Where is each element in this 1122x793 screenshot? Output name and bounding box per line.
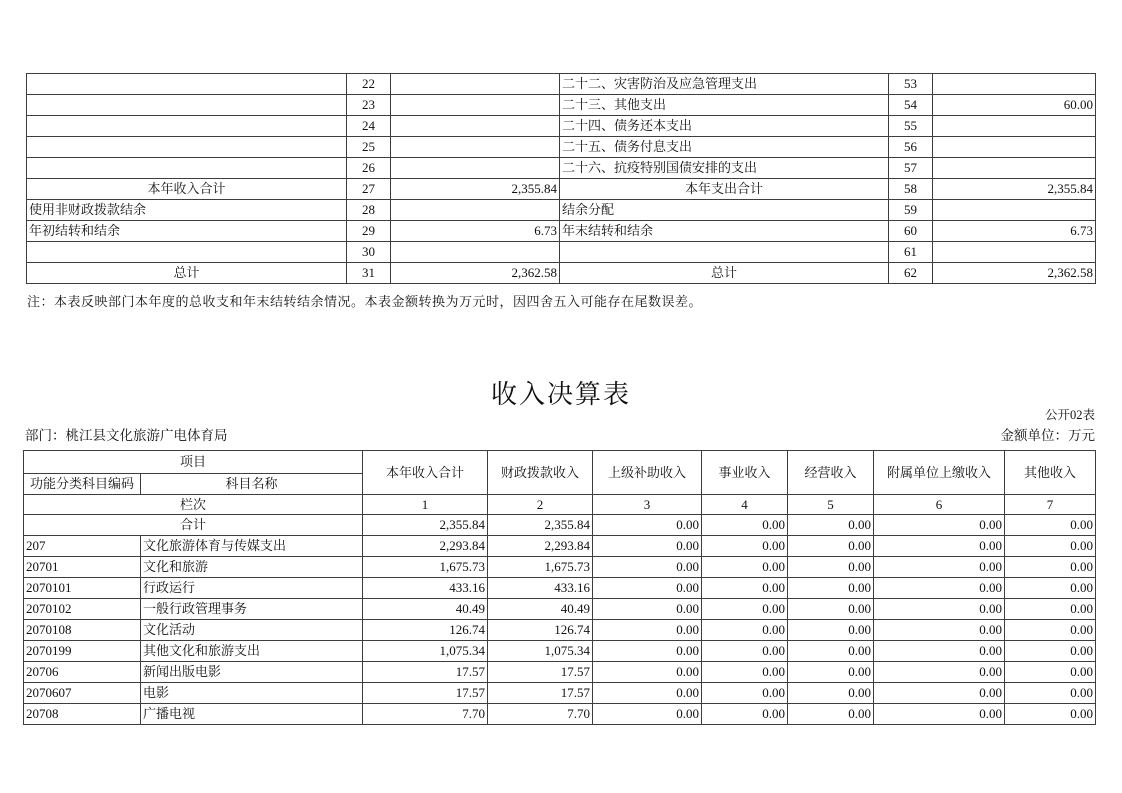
income-amount: 433.16 (488, 578, 593, 599)
income-amount: 0.00 (702, 662, 788, 683)
summary-left-amount (391, 137, 560, 158)
income-table-body (24, 515, 1096, 725)
summary-left-label: 本年收入合计 (27, 179, 347, 200)
summary-right-amount (933, 116, 1096, 137)
header-col-num: 6 (874, 495, 1005, 515)
income-row-code: 207 (24, 536, 141, 557)
income-row-name: 合计 (24, 515, 363, 536)
page-title: 收入决算表 (490, 380, 631, 409)
income-amount: 0.00 (593, 662, 702, 683)
income-amount: 0.00 (788, 683, 874, 704)
summary-right-label: 二十六、抗疫特别国债安排的支出 (560, 158, 889, 179)
summary-left-line-number: 27 (347, 179, 391, 200)
summary-right-line-number: 58 (889, 179, 933, 200)
income-row (24, 641, 1096, 662)
income-row-name: 其他文化和旅游支出 (141, 641, 363, 662)
income-amount: 0.00 (1005, 641, 1096, 662)
income-amount: 0.00 (593, 515, 702, 536)
income-table-header (24, 451, 1096, 515)
summary-right-line-number: 61 (889, 242, 933, 263)
income-amount: 0.00 (593, 557, 702, 578)
summary-right-label: 总计 (560, 263, 889, 284)
income-amount: 0.00 (874, 641, 1005, 662)
summary-right-label: 二十五、债务付息支出 (560, 137, 889, 158)
summary-left-label: 年初结转和结余 (27, 221, 347, 242)
summary-left-amount (391, 200, 560, 221)
income-amount: 0.00 (874, 557, 1005, 578)
summary-left-line-number: 25 (347, 137, 391, 158)
summary-left-line-number: 30 (347, 242, 391, 263)
income-row-name: 文化活动 (141, 620, 363, 641)
summary-row (27, 242, 1096, 263)
summary-row (27, 221, 1096, 242)
summary-right-amount (933, 242, 1096, 263)
income-amount: 0.00 (874, 620, 1005, 641)
income-amount: 0.00 (788, 578, 874, 599)
summary-left-label (27, 242, 347, 263)
income-row-code: 2070199 (24, 641, 141, 662)
summary-right-line-number: 55 (889, 116, 933, 137)
income-amount: 433.16 (363, 578, 488, 599)
income-row-code: 20706 (24, 662, 141, 683)
income-amount: 0.00 (593, 599, 702, 620)
header-col-other-income: 其他收入 (1005, 451, 1096, 495)
income-amount: 0.00 (1005, 599, 1096, 620)
income-amount: 1,075.34 (363, 641, 488, 662)
income-amount: 0.00 (702, 704, 788, 725)
income-table (23, 450, 1096, 725)
income-amount: 0.00 (1005, 536, 1096, 557)
table-note: 注：本表反映部门本年度的总收支和年末结转结余情况。本表金额转换为万元时，因四舍五入可能存在尾数误差。 (27, 294, 703, 309)
department-label: 部门：桃江县文化旅游广电体育局 (25, 428, 228, 443)
header-lanci: 栏次 (24, 495, 363, 515)
income-row-name: 一般行政管理事务 (141, 599, 363, 620)
income-row (24, 704, 1096, 725)
header-col-fiscal-grant: 财政拨款收入 (488, 451, 593, 495)
income-amount: 0.00 (788, 641, 874, 662)
income-amount: 1,675.73 (488, 557, 593, 578)
summary-left-line-number: 28 (347, 200, 391, 221)
summary-left-amount (391, 116, 560, 137)
summary-right-amount (933, 158, 1096, 179)
income-row (24, 536, 1096, 557)
summary-right-amount (933, 74, 1096, 95)
summary-row (27, 263, 1096, 284)
income-row (24, 599, 1096, 620)
income-amount: 0.00 (702, 536, 788, 557)
summary-left-line-number: 24 (347, 116, 391, 137)
income-row-name: 广播电视 (141, 704, 363, 725)
income-amount: 0.00 (874, 536, 1005, 557)
header-col-num: 3 (593, 495, 702, 515)
unit-label: 金额单位：万元 (1000, 428, 1095, 443)
summary-right-line-number: 57 (889, 158, 933, 179)
income-row-name: 电影 (141, 683, 363, 704)
income-row-name: 文化和旅游 (141, 557, 363, 578)
income-amount: 0.00 (788, 704, 874, 725)
summary-right-line-number: 54 (889, 95, 933, 116)
header-col-superior-subsidy: 上级补助收入 (593, 451, 702, 495)
summary-right-line-number: 53 (889, 74, 933, 95)
summary-left-line-number: 29 (347, 221, 391, 242)
income-amount: 0.00 (1005, 515, 1096, 536)
header-col-affiliate-remit: 附属单位上缴收入 (874, 451, 1005, 495)
income-amount: 0.00 (593, 641, 702, 662)
summary-row (27, 200, 1096, 221)
income-amount: 0.00 (702, 620, 788, 641)
income-amount: 0.00 (702, 578, 788, 599)
income-header-row-1 (24, 451, 1096, 474)
summary-right-label: 二十三、其他支出 (560, 95, 889, 116)
header-col-business-income: 经营收入 (788, 451, 874, 495)
header-col-num: 4 (702, 495, 788, 515)
summary-left-amount (391, 242, 560, 263)
summary-right-line-number: 59 (889, 200, 933, 221)
summary-right-label: 本年支出合计 (560, 179, 889, 200)
income-amount: 0.00 (702, 599, 788, 620)
income-amount: 0.00 (1005, 578, 1096, 599)
summary-right-amount (933, 200, 1096, 221)
income-header-row-3 (24, 495, 1096, 515)
income-total-row (24, 515, 1096, 536)
summary-right-amount (933, 137, 1096, 158)
header-name-col: 科目名称 (141, 474, 363, 495)
income-amount: 0.00 (788, 620, 874, 641)
income-amount: 0.00 (1005, 704, 1096, 725)
summary-right-line-number: 56 (889, 137, 933, 158)
income-amount: 0.00 (702, 641, 788, 662)
header-col-num: 7 (1005, 495, 1096, 515)
income-amount: 0.00 (1005, 557, 1096, 578)
income-amount: 0.00 (874, 662, 1005, 683)
income-amount: 0.00 (1005, 662, 1096, 683)
income-amount: 0.00 (788, 557, 874, 578)
income-amount: 0.00 (593, 704, 702, 725)
income-amount: 0.00 (874, 515, 1005, 536)
income-row (24, 620, 1096, 641)
summary-left-line-number: 31 (347, 263, 391, 284)
summary-row (27, 116, 1096, 137)
header-item-group: 项目 (24, 451, 363, 474)
income-amount: 0.00 (593, 536, 702, 557)
income-amount: 0.00 (593, 683, 702, 704)
income-amount: 0.00 (593, 578, 702, 599)
income-amount: 0.00 (788, 662, 874, 683)
summary-left-amount: 2,362.58 (391, 263, 560, 284)
income-row (24, 578, 1096, 599)
income-amount: 0.00 (788, 536, 874, 557)
table-code-label: 公开02表 (1044, 408, 1095, 422)
income-amount: 17.57 (488, 683, 593, 704)
income-amount: 1,675.73 (363, 557, 488, 578)
income-row-code: 2070108 (24, 620, 141, 641)
income-amount: 0.00 (1005, 620, 1096, 641)
summary-left-label (27, 95, 347, 116)
summary-right-label (560, 242, 889, 263)
header-col-num: 2 (488, 495, 593, 515)
summary-left-label (27, 158, 347, 179)
income-amount: 40.49 (488, 599, 593, 620)
summary-left-line-number: 22 (347, 74, 391, 95)
summary-left-line-number: 26 (347, 158, 391, 179)
summary-right-label: 年末结转和结余 (560, 221, 889, 242)
income-amount: 126.74 (363, 620, 488, 641)
income-row-name: 新闻出版电影 (141, 662, 363, 683)
income-amount: 0.00 (702, 557, 788, 578)
income-row-code: 2070607 (24, 683, 141, 704)
summary-table (26, 73, 1096, 284)
income-row-name: 行政运行 (141, 578, 363, 599)
income-amount: 0.00 (874, 704, 1005, 725)
income-amount: 0.00 (702, 683, 788, 704)
summary-left-label: 总计 (27, 263, 347, 284)
summary-right-amount: 2,362.58 (933, 263, 1096, 284)
income-amount: 2,355.84 (363, 515, 488, 536)
summary-row (27, 137, 1096, 158)
summary-right-amount: 2,355.84 (933, 179, 1096, 200)
income-amount: 0.00 (788, 599, 874, 620)
income-row (24, 683, 1096, 704)
income-row (24, 662, 1096, 683)
summary-left-amount (391, 158, 560, 179)
summary-left-line-number: 23 (347, 95, 391, 116)
summary-row (27, 179, 1096, 200)
summary-table-body (27, 74, 1096, 284)
income-row (24, 557, 1096, 578)
income-amount: 7.70 (363, 704, 488, 725)
income-amount: 40.49 (363, 599, 488, 620)
header-col-annual-total: 本年收入合计 (363, 451, 488, 495)
income-amount: 17.57 (363, 662, 488, 683)
summary-right-label: 结余分配 (560, 200, 889, 221)
summary-left-label (27, 74, 347, 95)
summary-right-label: 二十二、灾害防治及应急管理支出 (560, 74, 889, 95)
summary-row (27, 74, 1096, 95)
summary-left-amount (391, 95, 560, 116)
summary-right-amount: 60.00 (933, 95, 1096, 116)
income-amount: 0.00 (1005, 683, 1096, 704)
income-amount: 0.00 (874, 599, 1005, 620)
income-amount: 0.00 (702, 515, 788, 536)
income-row-code: 2070102 (24, 599, 141, 620)
summary-row (27, 158, 1096, 179)
summary-row (27, 95, 1096, 116)
summary-right-amount: 6.73 (933, 221, 1096, 242)
summary-left-label: 使用非财政拨款结余 (27, 200, 347, 221)
income-amount: 0.00 (874, 578, 1005, 599)
income-amount: 0.00 (593, 620, 702, 641)
income-amount: 2,355.84 (488, 515, 593, 536)
header-col-num: 1 (363, 495, 488, 515)
income-amount: 0.00 (788, 515, 874, 536)
income-amount: 17.57 (363, 683, 488, 704)
summary-left-label (27, 116, 347, 137)
summary-left-label (27, 137, 347, 158)
income-row-code: 2070101 (24, 578, 141, 599)
table-meta-row (25, 424, 1095, 444)
income-amount: 1,075.34 (488, 641, 593, 662)
summary-right-line-number: 60 (889, 221, 933, 242)
header-col-num: 5 (788, 495, 874, 515)
income-amount: 0.00 (874, 683, 1005, 704)
income-row-name: 文化旅游体育与传媒支出 (141, 536, 363, 557)
income-amount: 2,293.84 (363, 536, 488, 557)
summary-right-label: 二十四、债务还本支出 (560, 116, 889, 137)
summary-left-amount (391, 74, 560, 95)
income-amount: 126.74 (488, 620, 593, 641)
income-row-code: 20701 (24, 557, 141, 578)
summary-left-amount: 6.73 (391, 221, 560, 242)
summary-right-line-number: 62 (889, 263, 933, 284)
header-code-col: 功能分类科目编码 (24, 474, 141, 495)
summary-left-amount: 2,355.84 (391, 179, 560, 200)
income-row-code: 20708 (24, 704, 141, 725)
income-amount: 17.57 (488, 662, 593, 683)
header-col-operating-income: 事业收入 (702, 451, 788, 495)
income-amount: 7.70 (488, 704, 593, 725)
income-amount: 2,293.84 (488, 536, 593, 557)
